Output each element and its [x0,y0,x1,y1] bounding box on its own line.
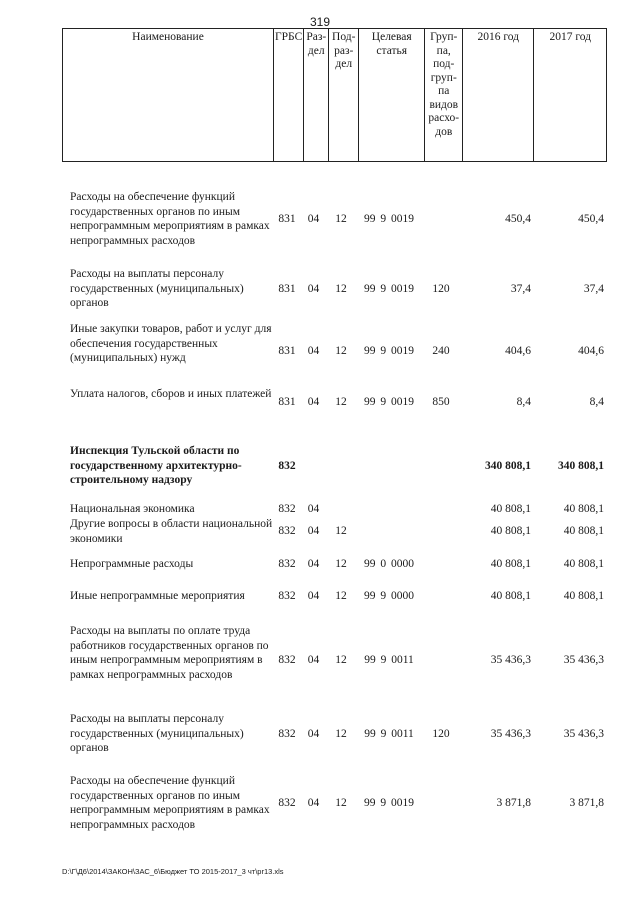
row-value-2017: 35 436,3 [563,728,604,740]
row-value-2016: 340 808,1 [485,460,531,472]
header-razdel: Раз- дел [304,29,329,162]
row-celevaya-statya: 99 9 0011 [364,654,414,666]
file-path-footer: D:\Г\Д6\2014\ЗАКОН\ЗАС_6\Бюджет ТО 2015-2017_3 чт\pr13.xls [62,867,284,876]
row-name: Расходы на выплаты персоналу государственных (муниципальных) органов [70,268,244,309]
row-podrazdel: 12 [335,558,347,570]
row-vid-rashodov: 120 [432,728,450,740]
row-celevaya-statya: 99 9 0019 [364,396,414,408]
row-grbs: 832 [278,797,296,809]
row-name: Инспекция Тульской области по государственному архитектурно-строительному надзору [70,445,242,486]
table-header [62,28,607,162]
row-name: Иные непрограммные мероприятия [70,590,245,602]
header-podrazdel: Под- раз- дел [329,29,359,162]
row-grbs: 832 [278,654,296,666]
row-podrazdel: 12 [335,345,347,357]
row-razdel: 04 [307,797,320,809]
header-year-2016: 2016 год [463,29,534,162]
row-razdel: 04 [307,503,320,515]
header-name: Наименование [63,29,274,162]
row-value-2017: 40 808,1 [563,590,604,602]
row-value-2016: 40 808,1 [490,558,531,570]
row-value-2017: 404,6 [578,345,604,357]
row-value-2016: 450,4 [505,213,531,225]
row-razdel: 04 [307,283,320,295]
row-value-2017: 340 808,1 [558,460,604,472]
row-grbs: 831 [278,283,296,295]
row-grbs: 831 [278,345,296,357]
row-grbs: 831 [278,396,296,408]
row-value-2017: 8,4 [589,396,604,408]
row-celevaya-statya: 99 9 0019 [364,797,414,809]
row-podrazdel: 12 [335,213,347,225]
row-name: Национальная экономика [70,503,195,515]
row-grbs: 832 [278,460,296,472]
row-razdel: 04 [307,590,320,602]
row-razdel: 04 [307,728,320,740]
header-celevaya-statya: Целевая статья [359,29,425,162]
header-year-2017: 2017 год [534,29,607,162]
row-value-2016: 35 436,3 [490,728,531,740]
row-value-2017: 40 808,1 [563,503,604,515]
row-value-2016: 40 808,1 [490,503,531,515]
row-vid-rashodov: 240 [432,345,450,357]
row-grbs: 832 [278,728,296,740]
row-name: Расходы на обеспечение функций государственных органов по иным непрограммным мероприятиям в рамках непрограммных расходов [70,775,270,831]
row-name: Расходы на обеспечение функций государственных органов по иным непрограммным мероприятиям в рамках непрограммных расходов [70,191,270,247]
row-grbs: 832 [278,503,296,515]
row-vid-rashodov: 850 [432,396,450,408]
row-podrazdel: 12 [335,728,347,740]
row-vid-rashodov: 120 [432,283,450,295]
row-value-2016: 40 808,1 [490,590,531,602]
row-value-2016: 37,4 [510,283,531,295]
row-value-2016: 40 808,1 [490,525,531,537]
row-value-2017: 3 871,8 [569,797,604,809]
row-grbs: 832 [278,558,296,570]
row-razdel: 04 [307,396,320,408]
row-celevaya-statya: 99 9 0019 [364,213,414,225]
row-value-2016: 3 871,8 [496,797,531,809]
row-razdel: 04 [307,654,320,666]
row-grbs: 832 [278,590,296,602]
header-gruppa-vidov-rashodov: Груп- па, под- груп- па видов расхо- дов [425,29,463,162]
row-value-2016: 404,6 [505,345,531,357]
row-podrazdel: 12 [335,590,347,602]
row-razdel: 04 [307,558,320,570]
row-name: Другие вопросы в области национальной экономики [70,518,273,545]
row-razdel: 04 [307,213,320,225]
page-number: 319 [309,15,331,29]
row-celevaya-statya: 99 9 0000 [364,590,414,602]
row-celevaya-statya: 99 0 0000 [364,558,414,570]
row-celevaya-statya: 99 9 0019 [364,283,414,295]
row-value-2017: 40 808,1 [563,525,604,537]
row-grbs: 832 [278,525,296,537]
row-razdel: 04 [307,345,320,357]
row-podrazdel: 12 [335,654,347,666]
row-grbs: 831 [278,213,296,225]
row-value-2017: 40 808,1 [563,558,604,570]
row-celevaya-statya: 99 9 0011 [364,728,414,740]
row-razdel: 04 [307,525,320,537]
row-value-2017: 450,4 [578,213,604,225]
row-podrazdel: 12 [335,525,347,537]
row-podrazdel: 12 [335,396,347,408]
row-podrazdel: 12 [335,283,347,295]
row-celevaya-statya: 99 9 0019 [364,345,414,357]
row-value-2017: 35 436,3 [563,654,604,666]
row-value-2016: 8,4 [516,396,531,408]
row-name: Расходы на выплаты персоналу государственных (муниципальных) органов [70,713,244,754]
row-podrazdel: 12 [335,797,347,809]
row-name: Иные закупки товаров, работ и услуг для обеспечения государственных (муниципальных) нужд [70,323,272,364]
row-name: Расходы на выплаты по оплате труда работников государственных органов по иным непрограммным мероприятиям в рамках непрограммных расходов [70,625,269,681]
row-value-2017: 37,4 [583,283,604,295]
header-grbs: ГРБС [274,29,304,162]
row-name: Уплата налогов, сборов и иных платежей [70,388,272,400]
row-name: Непрограммные расходы [70,558,194,570]
row-value-2016: 35 436,3 [490,654,531,666]
